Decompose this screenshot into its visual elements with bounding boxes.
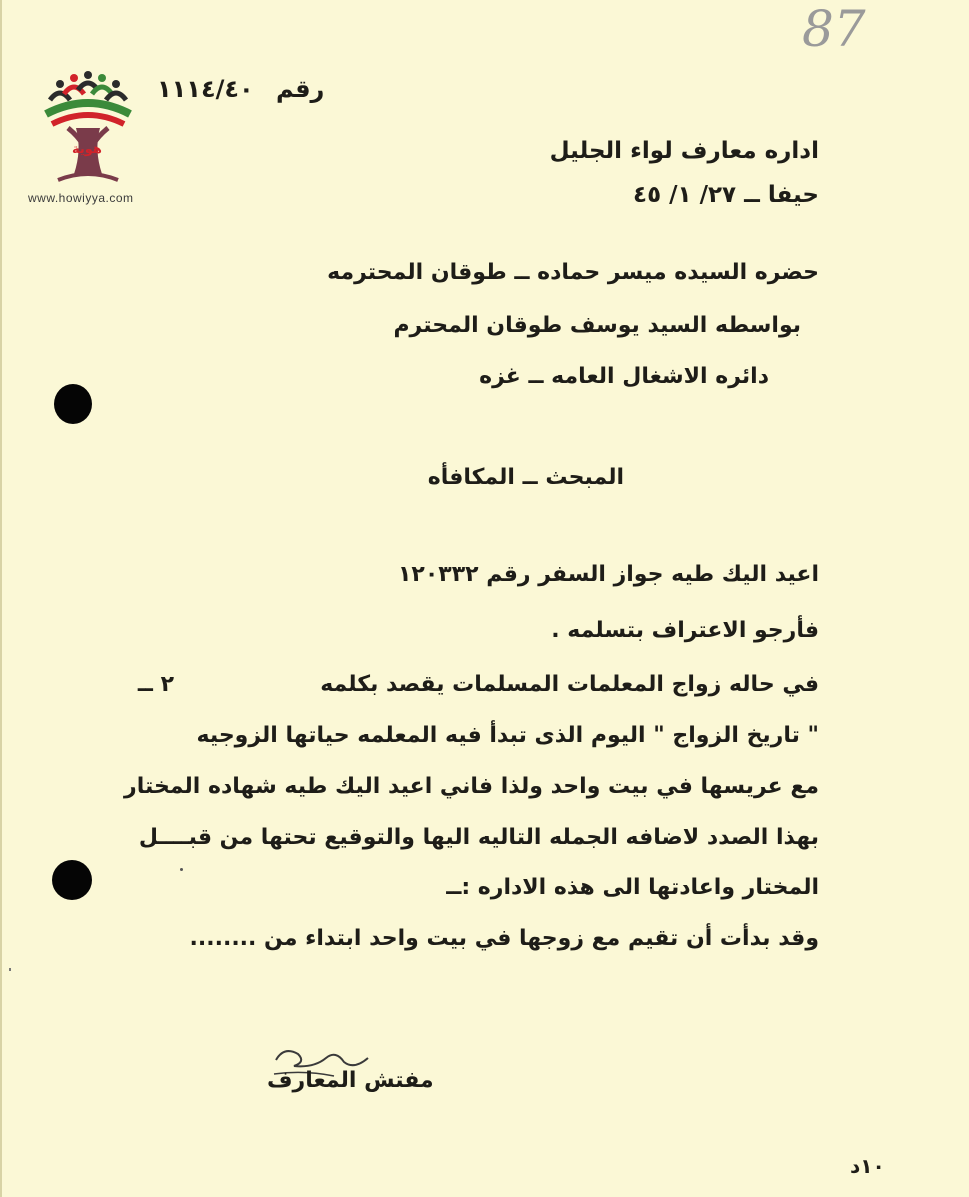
logo-caption: www.howiyya.com xyxy=(28,191,134,205)
recipient-line-3: دائره الاشغال العامه ــ غزه xyxy=(479,364,769,389)
subject-line: المبحث ــ المكافأه xyxy=(427,465,624,490)
signature-title: مفتش المعارف xyxy=(267,1068,434,1093)
body-line-4: بهذا الصدد لاضافه الجمله التاليه اليها والتوقيع تحتها من قبــــل xyxy=(138,825,819,850)
body-line-2: " تاريخ الزواج " اليوم الذى تبدأ فيه المعلمه حياتها الزوجيه xyxy=(196,723,819,748)
handwritten-page-number: 87 xyxy=(802,0,866,58)
tree-logo-icon xyxy=(38,70,138,188)
recipient-line-1: حضره السيده ميسر حماده ــ طوقان المحترمه xyxy=(327,260,819,285)
footer-code: ١٠د xyxy=(850,1154,885,1178)
office-name: اداره معارف لواء الجليل xyxy=(549,138,819,164)
punch-hole-top xyxy=(54,384,92,424)
body-line-6: وقد بدأت أن تقيم مع زوجها في بيت واحد ابتداء من ........ xyxy=(189,926,819,951)
logo-brand-text: هوية xyxy=(72,142,102,157)
howiyya-logo xyxy=(38,70,138,190)
body-line-3: مع عريسها في بيت واحد ولذا فاني اعيد اليك طيه شهاده المختار xyxy=(124,774,819,799)
reference-number xyxy=(157,75,324,103)
body-line-1: في حاله زواج المعلمات المسلمات يقصد بكلمه xyxy=(320,672,819,697)
punch-hole-bottom xyxy=(52,860,92,900)
paragraph-number: ٢ ــ xyxy=(137,672,174,697)
reference-label: رقم xyxy=(276,75,325,103)
body-paragraph-2: فأرجو الاعتراف بتسلمه . xyxy=(551,618,819,643)
body-paragraph-1: اعيد اليك طيه جواز السفر رقم ١٢٠٣٣٢ xyxy=(398,562,819,587)
body-line-5: المختار واعادتها الى هذه الاداره :ــ xyxy=(446,875,819,900)
paper-speck xyxy=(9,968,11,971)
reference-value: ١١١٤/٤٠ xyxy=(157,75,254,103)
place-date: حيفا ــ ٢٧/ ١/ ٤٥ xyxy=(633,182,819,208)
paper-speck xyxy=(180,868,183,871)
recipient-line-2: بواسطه السيد يوسف طوقان المحترم xyxy=(393,313,801,338)
